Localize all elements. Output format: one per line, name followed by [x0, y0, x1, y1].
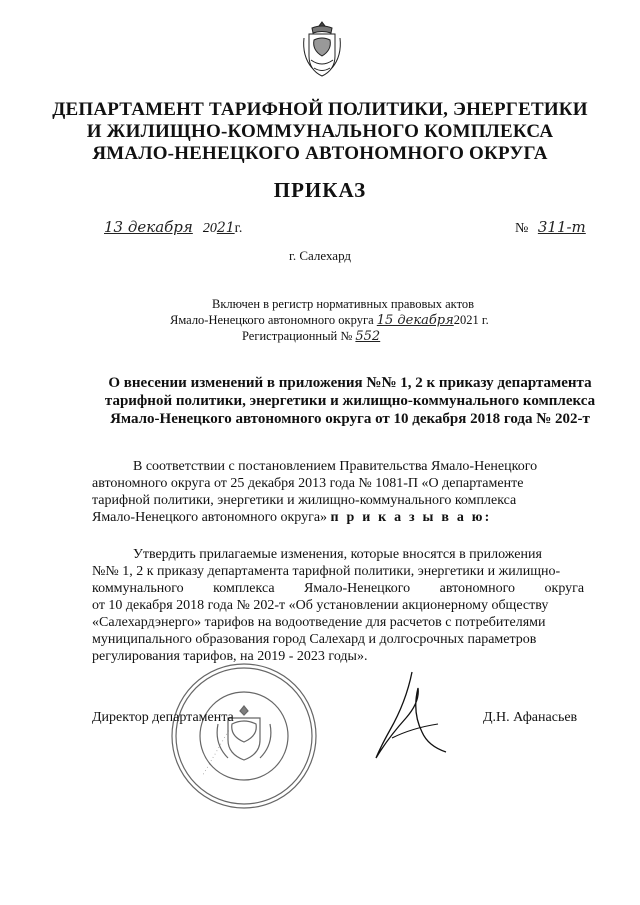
body-para1-line4-text: Ямало-Ненецкого автономного округа» [92, 510, 328, 525]
body-para2-line4: от 10 декабря 2018 года № 202-т «Об установлении акционерному обществу [92, 598, 549, 613]
registration-date-handwritten: 15 декабря [376, 313, 454, 328]
order-date [104, 218, 242, 237]
body-para2-line7: регулирования тарифов, на 2019 - 2023 годы». [92, 649, 368, 664]
date-handwritten: 13 декабря [104, 218, 193, 236]
date-year-prefix: 20 [202, 221, 217, 236]
city-name: г. Салехард [288, 248, 352, 263]
signatory-name: Д.Н. Афанасьев [483, 710, 578, 725]
registration-line2 [170, 312, 489, 329]
director-signature [372, 668, 452, 768]
signatory-position: Директор департамента [92, 710, 234, 725]
coat-of-arms-emblem [300, 18, 344, 82]
registration-line1: Включен в регистр нормативных правовых актов [212, 297, 475, 311]
registration-line3 [242, 328, 380, 345]
order-word: п р и к а з ы в а ю: [330, 510, 492, 525]
order-title-line2: тарифной политики, энергетики и жилищно-коммунального комплекса [104, 393, 596, 409]
body-para2-line5: «Салехардэнерго» тарифов на водоотведение для расчетов с потребителями [92, 615, 546, 630]
number-prefix: № [515, 221, 529, 236]
registration-region: Ямало-Ненецкого автономного округа [170, 313, 374, 327]
body-para2-line2: №№ 1, 2 к приказу департамента тарифной политики, энергетики и жилищно- [92, 564, 561, 579]
body-para1-line1: В соответствии с постановлением Правительства Ямало-Ненецкого [133, 459, 538, 474]
department-name-line3: ЯМАЛО-НЕНЕЦКОГО АВТОНОМНОГО ОКРУГА [92, 143, 548, 164]
date-year-handwritten: 21 [216, 220, 235, 236]
body-para1-line3: тарифной политики, энергетики и жилищно-коммунального комплекса [92, 493, 517, 508]
svg-text:· · · · · · · · · · · · · ·: · · · · · · · · · · · · · · [200, 728, 233, 777]
body-para2-line3: коммунального комплекса Ямало-Ненецкого автономного округа [92, 581, 585, 596]
body-para1-line4 [92, 509, 586, 526]
document-type-heading: ПРИКАЗ [273, 178, 367, 202]
date-suffix: г. [234, 221, 243, 236]
registration-number-label: Регистрационный № [242, 329, 353, 343]
order-number [515, 218, 586, 237]
department-name-line1: ДЕПАРТАМЕНТ ТАРИФНОЙ ПОЛИТИКИ, ЭНЕРГЕТИКИ [52, 99, 588, 120]
body-para2-line6: муниципального образования город Салехард и долгосрочных параметров [92, 632, 537, 647]
official-seal-stamp [168, 660, 320, 812]
registration-number-handwritten: 552 [355, 329, 381, 344]
body-para2-line1: Утвердить прилагаемые изменения, которые вносятся в приложения [133, 547, 542, 562]
number-handwritten: 311-т [537, 218, 586, 236]
registration-year: 2021 г. [453, 313, 489, 327]
order-title-line3: Ямало-Ненецкого автономного округа от 10 декабря 2018 года № 202-т [110, 411, 590, 427]
order-title-line1: О внесении изменений в приложения №№ 1, 2 к приказу департамента [108, 375, 592, 391]
body-para1-line2: автономного округа от 25 декабря 2013 года № 1081-П «О департаменте [92, 476, 524, 491]
department-name-line2: И ЖИЛИЩНО-КОММУНАЛЬНОГО КОМПЛЕКСА [86, 121, 554, 142]
